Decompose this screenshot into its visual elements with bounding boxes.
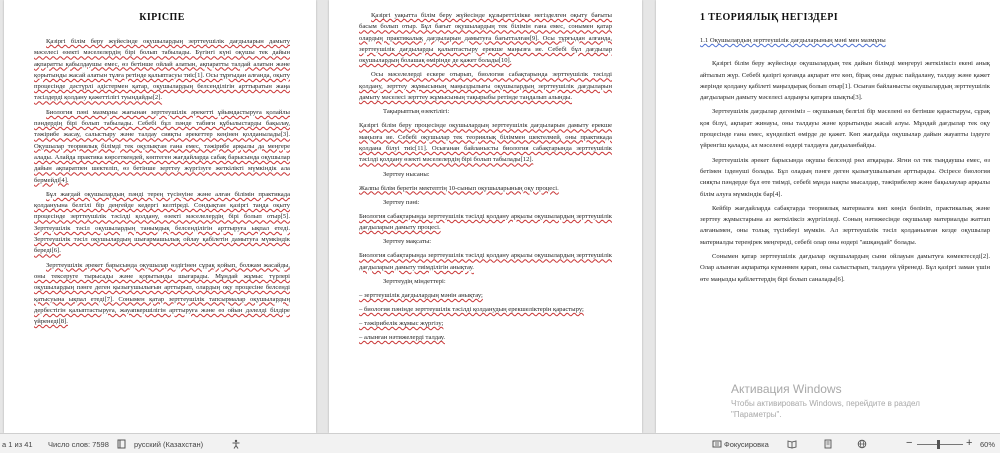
read-mode-icon[interactable]: [787, 439, 797, 449]
language-indicator[interactable]: русский (Казахстан): [134, 440, 204, 449]
body-paragraph: Қазіргі білім беру жүйесінде оқушылардың тек дайын білімді меңгеруі жеткіліксіз екені анық айтылып жүр. Себебі қазіргі қоғамда ақпарат өте көп, бірақ оны дұрыс пайдалану, талдау және қажет жерінде қолдану қабілеті маңыздырақ болып отыр[1]. Осыған байланысты оқушылардың зерттеушілік дағдыларын дамыту мәселесі алдыңғы қатарға шықты[3].: [700, 60, 990, 102]
chapter-heading: 1 ТЕОРИЯЛЫҚ НЕГІЗДЕРІ: [700, 12, 839, 23]
body-paragraph: Зерттеушілік әрекет барысында оқушылар өздігінен сұрақ қойып, болжам жасайды, оны тексеруге тырысады және қорытынды шығарады. Мұндай жұмыс түрлері оқушылардың пәнге деген қызығушылығын арттырып, олардың оқу процесіне белсенді қатысуына ықпал етеді[7]. Сонымен қатар зерттеушілік тапсырмалар оқушылардың дербестігін қалыптастыруға, жауапкершілігін арттыруға және өз ойын дәлелді білдіре үйренеді[8].: [34, 261, 290, 326]
object-heading: Зерттеу нысаны:: [383, 170, 430, 178]
body-paragraph: Зерттеушілік әрекет барысында оқушы белсенді рөл атқарады. Ягни ол тек тыңдаушы емес, өз бетімен ізденуші болады. Бұл оладың пәнге деген қызығушылығын арттырады. Әсіресе биология сияқты пәндерде бұл өте тиімді, себебі мұнда нақты мысалдар, тәжірибелер және бақылаулар арқылы білім алуға мүмкіндік бар[4].: [700, 156, 990, 198]
windows-activation-watermark: [731, 382, 920, 420]
focus-mode-icon[interactable]: [712, 439, 722, 449]
goal-text: Биология сабақтарында зерттеушілік тәсілді қолдану арқылы оқушылардың зерттеушілік дағдыларын дамыту тиімділігін анықтау.: [359, 252, 612, 271]
zoom-slider-thumb[interactable]: [937, 440, 940, 449]
print-layout-icon[interactable]: [823, 439, 833, 449]
word-count[interactable]: Число слов: 7598: [48, 440, 109, 449]
task-list-item: – зерттеушілік дағдылардың мәнін анықтау;: [359, 292, 483, 300]
status-bar: [0, 433, 1000, 453]
document-page-2[interactable]: [329, 0, 642, 433]
object-text: Жалпы білім беретін мектептің 10-сынып оқушыларының оқу процесі.: [359, 184, 559, 192]
goal-heading: Зерттеу мақсаты:: [383, 238, 432, 246]
focus-mode-button[interactable]: Фокусировка: [724, 440, 769, 449]
task-list-item: – биология пәнінде зерттеушілік тәсілді қолданудың ерекшеліктерін қарастыру;: [359, 306, 584, 314]
proofing-book-icon[interactable]: [117, 439, 127, 449]
task-list-item: – тәжірибелік жұмыс жүргізу;: [359, 320, 444, 328]
relevance-text: Қазіргі білім беру процесінде оқушылардың зерттеушілік дағдыларын дамыту ерекше маңызға ие. Себебі оқушылар тек теориялық біліммен шектелмей, оны практикада қолдана білуі тиіс[11]. Осығанан байланысты биология сабақтарында зерттеушілік тәсілді қолдану өзекті мәселелердің бірі болып табылады[12].: [359, 122, 612, 164]
watermark-line: Чтобы активировать Windows, перейдите в раздел: [731, 399, 920, 408]
body-paragraph: Осы мәселелерді ескере отырып, биология сабақтарында зерттеушілік тәсілді қолдану, зерттеу жұмысының маңыздылығы оқушылардың зерттеушілік дағдыларын дамыту мәселесі зерттеу жұмысының тақырыбы ретінде таңдалып алынды.: [359, 71, 612, 102]
body-paragraph: Зерттеушілік дағдылар дегеніміз – оқушының белгілі бір мәселені өз бетінше қарастыруы, сұрақ қоя білуі, ақпарат жинауы, оны талдауы және қорытынды жасай алуы. Мұндай дағдылар тек оқу процесінде ғана емес, күнделікті өмірде де қажет. Көп жағдайда оқушылар дайын жауапты іздеуге үйренгіш қалады, ал мәселені өздері талдауға дағдыланбайды.: [700, 108, 990, 150]
body-paragraph: Сонымен қатар зерттеушілік дағдылар оқушылардың сыни ойлауын дамытуға көмектеседі[2]. Олар алынған ақпаратқа күмәнмен қарап, оны салыстырып, талдауға үйренеді. Бұл қазіргі заман үшін өте маңызды қабілеттердің бірі болып саналады[6].: [700, 253, 990, 283]
body-paragraph: Қазіргі уақытта білім беру жүйесінде құзыреттілікке негізделген оқыту бағыты басым болып отыр. Бұл бағыт оқушылардың тек білімін ғана емес, сонымен қатар олардың практикалық дағдыларын дамытуға бағытталған[9]. Осы тұрғыдан алғанда, зерттеушілік дағдыларды қалыптастыру ерекше маңызға ие. Себебі бұл дағдылар оқушылардың болашақ өмірінде де қажет болады[10].: [359, 12, 612, 65]
watermark-line: "Параметры".: [731, 410, 782, 419]
page-counter[interactable]: а 1 из 41: [2, 440, 33, 449]
document-page-3[interactable]: [656, 0, 1000, 433]
tasks-heading: Зерттеудің міндеттері:: [383, 278, 446, 286]
watermark-title: Активация Windows: [731, 382, 842, 396]
zoom-slider-track[interactable]: [917, 444, 963, 445]
body-paragraph: Бұл жағдай оқушылардың пәнді терең түсінуіне және алған білімін практикада қолдануына белгілі бір деңгейде кедергі келтіреді. Сондықтан қазіргі таңда оқыту процесінде зерттеушілік тәсілді қолдану, өзекті мәселелердің бірі болып отыр[5]. Зерттеушілік тәсіл оқушылардың танымдық белсенділігін арттыруға ықпал етеді. Зерттеушілік тәсіл оқушылардың шығармашылық ойлау қабілетін дамытуға мүмкіндік береді[6].: [34, 190, 290, 255]
subject-text: Биология сабақтарында зерттеушілік тәсілді қолдану арқылы оқушылардың зерттеушілік дағдыларын дамыту процесі.: [359, 212, 612, 232]
body-paragraph: Биология пәні мазмұны жағынан зерттеушілік әрекетті ұйымдастыруға қолайлы пәндердің бірі болып табылады. Себебі бұл пәнде табиғи құбылыстарды бақылау, тәжірибе жасау, салыстыру және талдау сияқты әрекеттер кеңінен қолданылады[3]. Оқушылар теориялық білімді тек оқулықтан ғана емес, тәжірибе арқылы да меңгере алады. Алайда практика көрсеткендей, көптеген жағдайларда сабақ барысында оқушылар дайын ақпаратпен шектеліп, өз бетінше зерттеу жүргізуге жеткілікті мүмкіндік ала бермейді[4].: [34, 108, 290, 184]
subject-heading: Зерттеу пәні:: [383, 198, 420, 206]
introduction-heading: КІРІСПЕ: [139, 12, 185, 23]
document-page-1[interactable]: [4, 0, 316, 433]
section-subtitle: 1.1 Оқушылардың зерттеушілік дағдыларының мәні мен мазмұны: [700, 37, 886, 44]
relevance-heading: Тақырыптың өзектілігі:: [383, 108, 450, 116]
task-list-item: – алынған нәтижелерді талдау.: [359, 334, 445, 342]
body-paragraph: Қазіргі білім беру жүйесінде оқушылардың зерттеушілік дағдыларын дамыту мәселесі өзекті мәселелердің бірі болып табылады. Бүгінгі күні оқушы тек дайын ақпаратты қабылдаушы емес, өз бетінше ойлай алатын, ақпаратты талдай алатын және қорытынды жасай алатын тұлға ретінде қалыптасуы тиіс[1]. Осы тұрғыдан алғанда, оқыту процесінде дәстүрлі әдістермен қатар, оқушылардың белсенділігін арттыратын жаңа тәсілдерді қолдану қажеттілігі туындайды[2].: [34, 38, 290, 102]
accessibility-icon[interactable]: [231, 439, 241, 449]
body-paragraph: Кейбір жағдайларда сабақтарда теориялық материалға көп көңіл бөлініп, практикалық және зерттеу жұмыстарына аз жеткіліксіз жүргізіледі. Соның нәтижесінде оқушылар материалды жаттап алғанымен, оны толық түсінбеуі мүмкін. Ал зерттеушілік тәсіл қолданылған кезде оқушылар материалды тереңірек меңгереді, себебі олар оны өздері "ашқандай" болады.: [700, 204, 990, 246]
web-layout-icon[interactable]: [857, 439, 867, 449]
zoom-level[interactable]: 60%: [980, 440, 996, 449]
zoom-in-button[interactable]: +: [966, 437, 973, 449]
zoom-out-button[interactable]: −: [906, 437, 913, 449]
